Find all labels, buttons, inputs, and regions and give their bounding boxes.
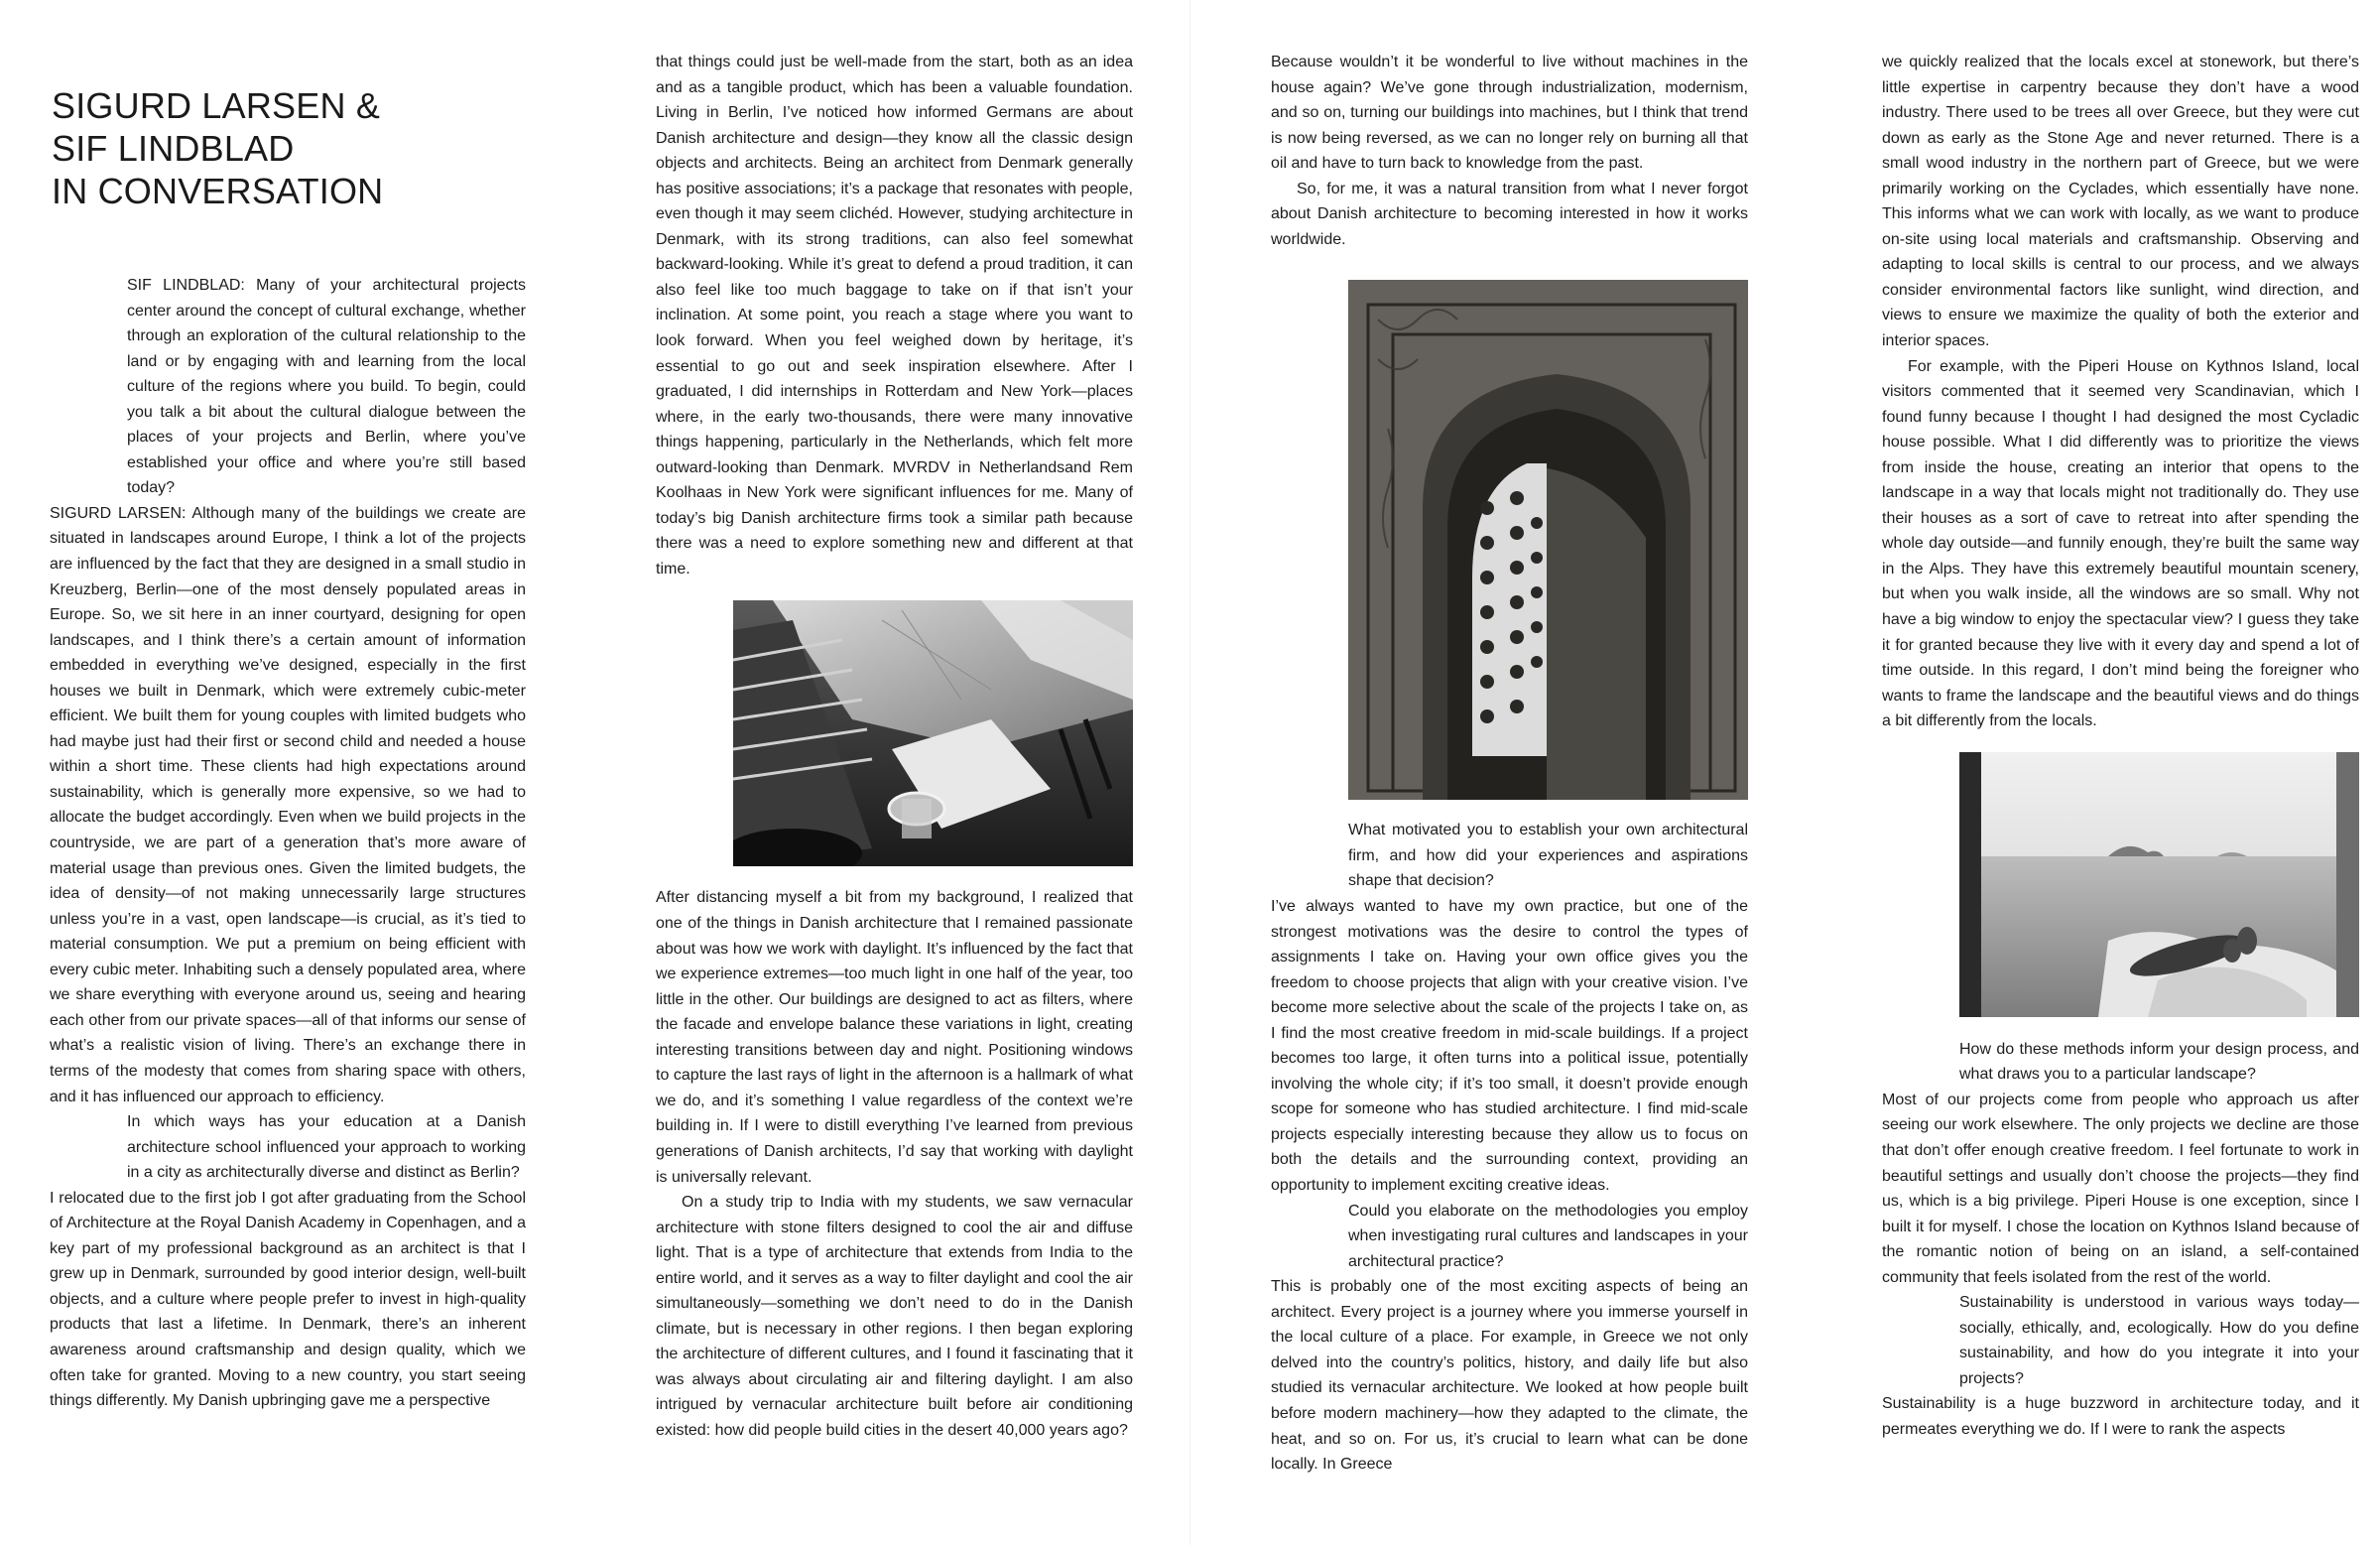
answer-paragraph: Sustainability is a huge buzzword in architecture today, and it permeates everything we do. If I were to rank the aspects <box>1882 1395 2359 1438</box>
title-line-2: SIF LINDBLAD <box>52 128 295 169</box>
body-paragraph: On a study trip to India with my students, we saw vernacular architecture with stone filters designed to cool the air and diffuse light. That is a type of architecture that extends from India to the entire world, and it serves as a way to filter daylight and cool the air simultaneously—something we don’t need to do in the Danish climate, but is necessary in other regions. I then began exploring the architecture of different cultures, and I found it fascinating that it was always about circulating air and filtering daylight. I am also intrigued by vernacular architecture built before air conditioning existed: how did people build cities in the desert 40,000 years ago? <box>656 1194 1133 1439</box>
column-2 <box>656 50 1133 1444</box>
question-paragraph: What motivated you to establish your own architectural firm, and how did your experiences and aspirations shape that decision? <box>1348 822 1748 890</box>
body-paragraph: After distancing myself a bit from my background, I realized that one of the things in Danish architecture that I remained passionate about was how we work with daylight. It’s influenced by the fact that we experience extremes—too much light in one half of the year, too little in the other. Our buildings are designed to act as filters, where the facade and envelope balance these variations in light, creating interesting transitions between day and night. Positioning windows to capture the last rays of light in the afternoon is a hallmark of what we do, and it’s something I value regardless of the context we’re building in. If I were to distill everything I’ve learned from previous generations of Danish architects, I’d say that working with daylight is universally relevant. <box>656 889 1133 1186</box>
title-line-3: IN CONVERSATION <box>52 171 384 211</box>
question-paragraph: Sustainability is understood in various ways today—socially, ethically, and, ecologically. How do you define sustainability, and how do you integrate it into your projects? <box>1959 1294 2359 1387</box>
question-paragraph: In which ways has your education at a Danish architecture school influenced your approach to working in a city as architecturally diverse and distinct as Berlin? <box>127 1113 526 1182</box>
carved-archway-photo <box>1348 280 1748 800</box>
answer-paragraph: Most of our projects come from people who approach us after seeing our work elsewhere. The only projects we decline are those that don’t offer enough creative freedom. I feel fortunate to work in beautiful settings and usually don’t choose the projects—they find us, which is a big privilege. Piperi House is one exception, since I built it for myself. I chose the location on Kythnos Island because of the romantic notion of being on an island, a self-contained community that feels isolated from the rest of the world. <box>1882 1091 2359 1286</box>
carved-archway-photo-image <box>1348 280 1748 800</box>
island-window-view-photo <box>1959 752 2359 1017</box>
title-line-1: SIGURD LARSEN & <box>52 85 381 126</box>
body-paragraph: For example, with the Piperi House on Kythnos Island, local visitors commented that it seemed very Scandinavian, which I found funny because I thought I had designed the most Cycladic house possible. What I did differently was to prioritize the views from inside the house, creating an interior that opens to the landscape in a way that locals might not traditionally do. They use their houses as a sort of cave to retreat into after spending the whole day outside—and funnily enough, they’re built the same way in the Alps. They have this extremely beautiful mountain scenery, but when you walk inside, all the windows are so small. Why not have a big window to enjoy the spectacular view? I guess they take it for granted because they live with it every day and spend a lot of time outside. In this regard, I don’t mind being the foreigner who wants to frame the landscape and the beautiful views and do things a bit differently from the locals. <box>1882 357 2359 730</box>
answer-paragraph: I relocated due to the first job I got after graduating from the School of Architecture at the Royal Danish Academy in Copenhagen, and a key part of my professional background as an architect is that I grew up in Denmark, surrounded by good interior design, well-built objects, and a culture where people prefer to invest in high-quality products that last a lifetime. In Denmark, there’s an inherent awareness around craftsmanship and design quality, which we often take for granted. Moving to a new country, you start seeing things differently. My Danish upbringing gave me a perspective <box>50 1189 526 1410</box>
column-1 <box>50 273 526 1414</box>
question-paragraph: Could you elaborate on the methodologies you employ when investigating rural cultures and landscapes in your architectural practice? <box>1348 1202 1748 1270</box>
answer-paragraph: This is probably one of the most exciting aspects of being an architect. Every project is a journey where you immerse yourself in the local culture of a place. For example, in Greece we not only delved into the country’s politics, history, and daily life but also studied its vernacular architecture. We looked at how people built before modern machinery—how they adapted to the climate, the heat, and so on. For us, it’s crucial to learn what can be done locally. In Greece <box>1271 1278 1748 1474</box>
body-paragraph: Because wouldn’t it be wonderful to live without machines in the house again? We’ve gone through industrialization, modernism, and so on, turning our buildings into machines, but I think that trend is now being reversed, as we can no longer rely on burning all that oil and have to turn back to knowledge from the past. <box>1271 54 1748 173</box>
body-paragraph: we quickly realized that the locals excel at stonework, but there’s little expertise in carpentry because they don’t have a wood industry. There used to be trees all over Greece, but they were cut down as early as the Stone Age and never returned. There is a small wood industry in the northern part of Greece, but we were primarily working on the Cyclades, which essentially have none. This informs what we can work with locally, as we want to produce on-site using local materials and craftsmanship. Observing and adapting to local skills is central to our process, and we always consider environmental factors like sunlight, wind direction, and views to ensure we maximize the quality of both the exterior and interior spaces. <box>1882 54 2359 350</box>
question-paragraph: SIF LINDBLAD: Many of your architectural projects center around the concept of cultural exchange, whether through an exploration of the cultural relationship to the land or by engaging with and learning from the local culture of the regions where you build. To begin, could you talk a bit about the cultural dialogue between the places of your projects and Berlin, where you’ve established your office and where you’re still based today? <box>127 277 526 497</box>
question-paragraph: How do these methods inform your design process, and what draws you to a particular landscape? <box>1959 1040 2359 1084</box>
column-4 <box>1882 50 2359 1443</box>
drafting-table-photo <box>733 600 1133 866</box>
island-window-view-photo-image <box>1959 752 2359 1017</box>
column-3 <box>1271 50 1748 1478</box>
right-page <box>1190 0 2380 1545</box>
drafting-table-photo-image <box>733 600 1133 866</box>
article-title <box>52 84 607 212</box>
body-paragraph: So, for me, it was a natural transition from what I never forgot about Danish architecture to becoming interested in how it works worldwide. <box>1271 180 1748 248</box>
body-paragraph: that things could just be well-made from the start, both as an idea and as a tangible product, which has been a valuable foundation. Living in Berlin, I’ve noticed how informed Germans are about Danish architecture and design—they know all the classic design objects and architects. Being an architect from Denmark generally has positive associations; it’s a package that resonates with people, even though it may seem clichéd. However, studying architecture in Denmark, with its strong traditions, can also feel somewhat backward-looking. While it’s great to defend a proud tradition, it can also feel like too much baggage to take on if that isn’t your inclination. At some point, you reach a stage where you want to look forward. When you feel weighed down by heritage, it’s essential to go out and seek inspiration elsewhere. After I graduated, I did internships in Rotterdam and New York—places where, in the early two-thousands, there were many innovative things happening, particularly in the Netherlands, which felt more outward-looking than Denmark. MVRDV in Netherlandsand Rem Koolhaas in New York were significant influences for me. Many of today’s big Danish architecture firms took a similar path because there was a need to explore something new and different at that time. <box>656 54 1133 578</box>
answer-paragraph: I’ve always wanted to have my own practice, but one of the strongest motivations was the desire to control the types of assignments I take on. Having your own office gives you the freedom to choose projects that align with your creative vision. I’ve become more selective about the scale of the projects I take on, as I find the most creative freedom in mid-scale buildings. If a project becomes too large, it often turns into a political issue, potentially involving the whole city; if it’s too small, it doesn’t provide enough scope for someone who has studied architecture. I find mid-scale projects especially interesting because they allow us to focus on both the details and the surrounding context, providing an opportunity to implement exciting creative ideas. <box>1271 898 1748 1195</box>
answer-paragraph: SIGURD LARSEN: Although many of the buildings we create are situated in landscapes around Europe, I think a lot of the projects are influenced by the fact that they are designed in a small studio in Kreuzberg, Berlin—one of the most densely populated areas in Europe. So, we sit here in an inner courtyard, designing for open landscapes, and I think there’s a certain amount of information embedded in everything we’ve designed, especially in the first houses we built in Denmark, which were extremely cubic-meter efficient. We built them for young couples with limited budgets who had maybe just had their first or second child and needed a house within a short time. These clients had high expectations around sustainability, which is generally more expensive, so we had to allocate the budget accordingly. Even when we build projects in the countryside, we are part of a generation that’s more aware of material usage than previous ones. Given the limited budgets, the idea of density—of not making unnecessarily large structures unless you’re in a vast, open landscape—is crucial, as it’s tied to material consumption. We put a premium on being efficient with every cubic meter. Inhabiting such a densely populated area, where we share everything with everyone around us, seeing and hearing each other from our private spaces—all of that informs our sense of what’s a realistic vision of living. There’s an exchange there in terms of the modesty that comes from sharing space with others, and it has influenced our approach to efficiency. <box>50 504 526 1105</box>
